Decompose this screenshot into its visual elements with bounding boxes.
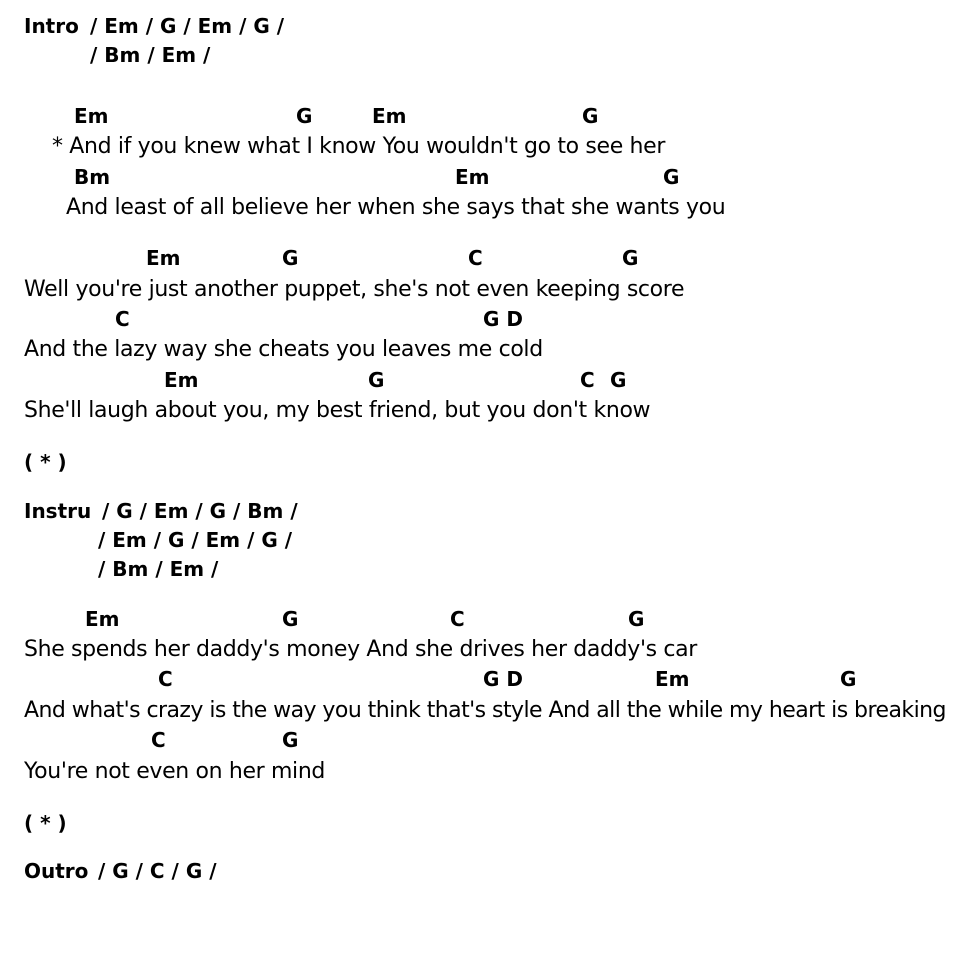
chord: C — [115, 307, 130, 331]
chord: G — [582, 104, 599, 128]
chord: Em — [655, 667, 690, 691]
intro-chords-line-1: / Em / G / Em / G / — [90, 14, 285, 38]
chord: Em — [74, 104, 109, 128]
lyric-line: * And if you knew what I know You wouldn't go to see her — [52, 134, 666, 159]
chord: G — [610, 368, 627, 392]
lyric-line: Well you're just another puppet, she's not even keeping score — [24, 277, 685, 302]
chord: C — [580, 368, 595, 392]
chord: C — [468, 246, 483, 270]
instru-chords-line-1: / G / Em / G / Bm / — [102, 499, 298, 523]
chord: C — [450, 607, 465, 631]
chord: C — [151, 728, 166, 752]
lyric-line: She'll laugh about you, my best friend, but you don't know — [24, 398, 651, 423]
outro-label: Outro — [24, 859, 89, 883]
lyric-line: And what's crazy is the way you think that's style And all the while my heart is breaking — [24, 698, 946, 723]
lyric-line: And least of all believe her when she says that she wants you — [66, 195, 726, 220]
intro-chords-line-2: / Bm / Em / — [90, 43, 211, 67]
outro-chords-line-1: / G / C / G / — [98, 859, 217, 883]
chord: G — [663, 165, 680, 189]
chord: Em — [146, 246, 181, 270]
chorus-reference: ( * ) — [24, 811, 67, 835]
lyric-line: You're not even on her mind — [24, 759, 326, 784]
chord: G — [282, 246, 299, 270]
chord: Bm — [74, 165, 111, 189]
chord: G — [628, 607, 645, 631]
chord: G — [296, 104, 313, 128]
chord: G — [840, 667, 857, 691]
intro-label: Intro — [24, 14, 79, 38]
lyric-line: She spends her daddy's money And she drives her daddy's car — [24, 637, 697, 662]
instru-chords-line-3: / Bm / Em / — [98, 557, 219, 581]
chord: G — [622, 246, 639, 270]
chord: C — [158, 667, 173, 691]
instru-label: Instru — [24, 499, 92, 523]
chord: Em — [455, 165, 490, 189]
chord: Em — [85, 607, 120, 631]
chord: G — [282, 607, 299, 631]
chord: G D — [483, 307, 523, 331]
chorus-reference: ( * ) — [24, 450, 67, 474]
instru-chords-line-2: / Em / G / Em / G / — [98, 528, 293, 552]
chord: G — [282, 728, 299, 752]
chord: G D — [483, 667, 523, 691]
chord: Em — [372, 104, 407, 128]
chord: G — [368, 368, 385, 392]
chord: Em — [164, 368, 199, 392]
lyric-line: And the lazy way she cheats you leaves me cold — [24, 337, 543, 362]
